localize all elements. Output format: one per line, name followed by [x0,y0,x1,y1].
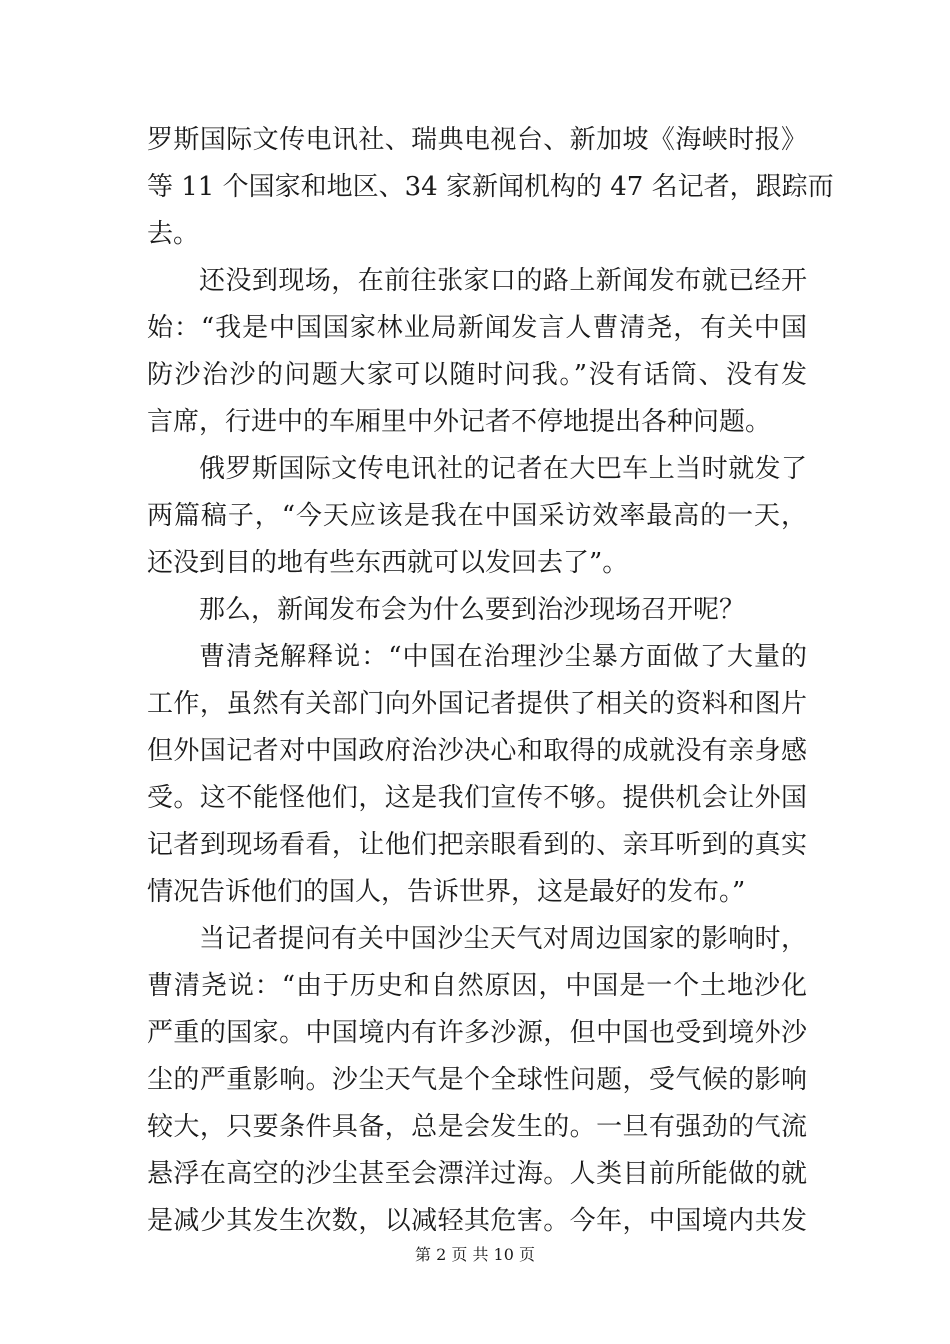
text-line: 言席，行进中的车厢里中外记者不停地提出各种问题。 [147,407,772,437]
paragraph-first-line: 当记者提问有关中国沙尘天气对周边国家的影响时， [199,924,807,954]
text-line: 严重的国家。中国境内有许多沙源，但中国也受到境外沙 [147,1018,807,1048]
text-line: 两篇稿子，“今天应该是我在中国采访效率最高的一天， [147,501,807,531]
text-line: 曹清尧说：“由于历史和自然原因，中国是一个土地沙化 [147,971,807,1001]
paragraph-first-line: 那么，新闻发布会为什么要到治沙现场召开呢？ [199,595,746,625]
text-line: 始：“我是中国国家林业局新闻发言人曹清尧，有关中国 [147,313,807,343]
text-line: 还没到目的地有些东西就可以发回去了”。 [147,548,629,578]
paragraph-first-line: 俄罗斯国际文传电讯社的记者在大巴车上当时就发了 [199,454,807,484]
text-line: 记者到现场看看，让他们把亲眼看到的、亲耳听到的真实 [147,830,807,860]
text-line: 工作，虽然有关部门向外国记者提供了相关的资料和图片 [147,689,807,719]
text-line: 但外国记者对中国政府治沙决心和取得的成就没有亲身感 [147,736,807,766]
text-line: 等 11 个国家和地区、34 家新闻机构的 47 名记者，跟踪而 [147,172,834,202]
text-line: 较大，只要条件具备，总是会发生的。一旦有强劲的气流 [147,1112,807,1142]
text-line: 是减少其发生次数，以减轻其危害。今年，中国境内共发 [147,1206,807,1236]
page-number-footer: 第 2 页 共 10 页 [415,1245,535,1264]
text-line: 罗斯国际文传电讯社、瑞典电视台、新加坡《海峡时报》 [147,125,807,155]
paragraph-first-line: 曹清尧解释说：“中国在治理沙尘暴方面做了大量的 [199,642,807,672]
text-line: 受。这不能怪他们，这是我们宣传不够。提供机会让外国 [147,783,807,813]
text-line: 情况告诉他们的国人，告诉世界，这是最好的发布。” [147,877,746,907]
text-line: 去。 [147,219,200,249]
text-line: 悬浮在高空的沙尘甚至会漂洋过海。人类目前所能做的就 [147,1159,807,1189]
text-line: 尘的严重影响。沙尘天气是个全球性问题，受气候的影响 [147,1065,807,1095]
text-line: 防沙治沙的问题大家可以随时问我。”没有话筒、没有发 [147,360,807,390]
paragraph-first-line: 还没到现场，在前往张家口的路上新闻发布就已经开 [199,266,807,296]
